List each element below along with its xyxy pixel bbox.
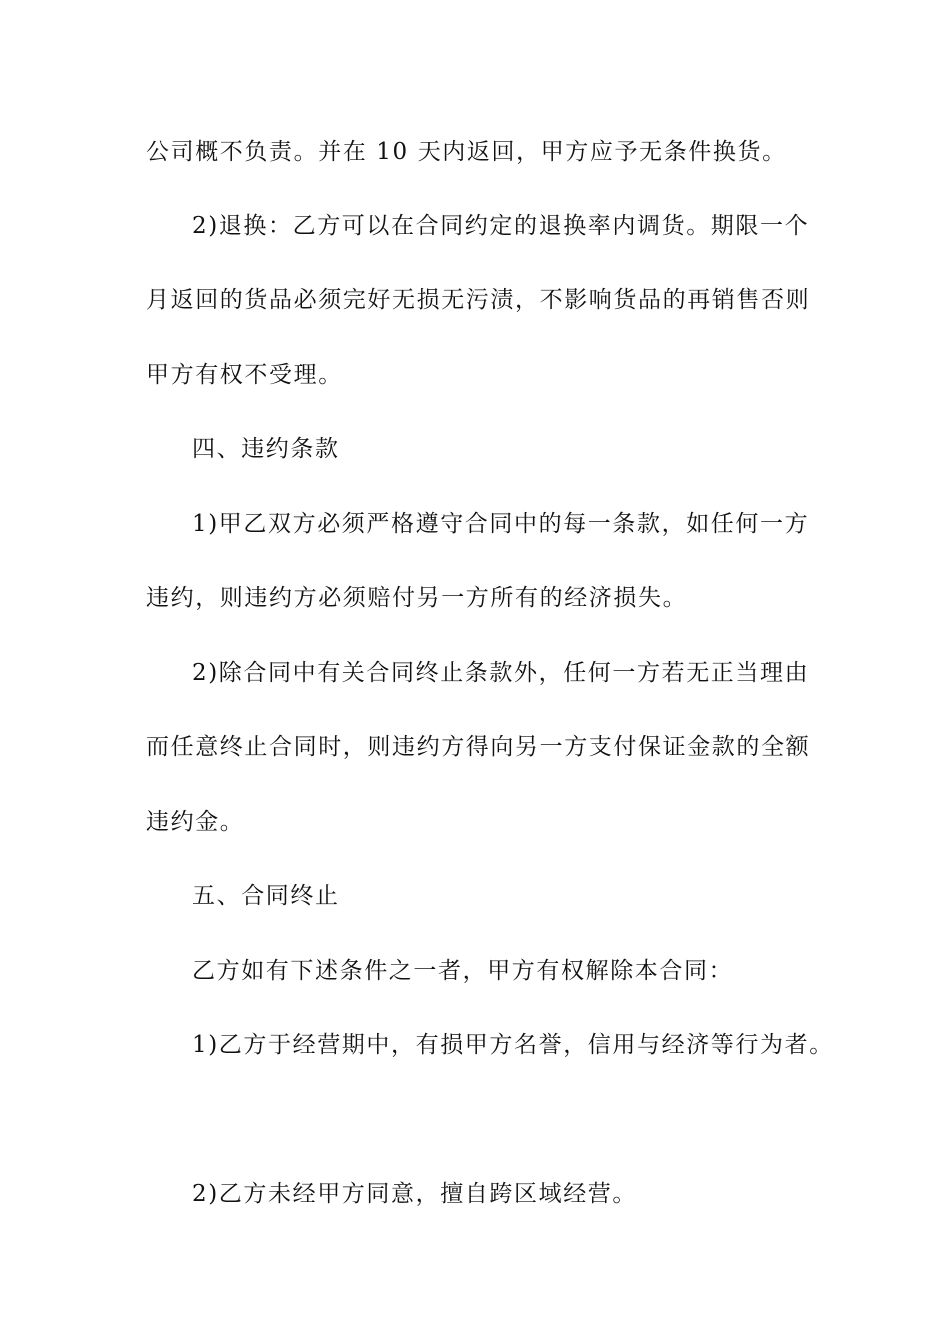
breach-clause-2-line-1: 2)除合同中有关合同终止条款外，任何一方若无正当理由 bbox=[192, 660, 810, 686]
section-heading-termination: 五、合同终止 bbox=[192, 883, 340, 909]
clause-return-line-3: 甲方有权不受理。 bbox=[146, 362, 343, 388]
termination-intro: 乙方如有下述条件之一者，甲方有权解除本合同： bbox=[192, 958, 734, 984]
breach-clause-2-line-3: 违约金。 bbox=[146, 809, 245, 835]
clause-return-line-1: 2)退换：乙方可以在合同约定的退换率内调货。期限一个 bbox=[192, 213, 810, 239]
termination-clause-1: 1)乙方于经营期中，有损甲方名誉，信用与经济等行为者。 bbox=[192, 1032, 834, 1058]
paragraph-line-1: 公司概不负责。并在 10 天内返回，甲方应予无条件换货。 bbox=[146, 139, 787, 165]
termination-clause-2: 2)乙方未经甲方同意，擅自跨区域经营。 bbox=[192, 1181, 638, 1207]
clause-return-line-2: 月返回的货品必须完好无损无污渍，不影响货品的再销售否则 bbox=[146, 287, 811, 313]
breach-clause-2-line-2: 而任意终止合同时，则违约方得向另一方支付保证金款的全额 bbox=[146, 734, 811, 760]
section-heading-breach: 四、违约条款 bbox=[192, 436, 340, 462]
breach-clause-1-line-2: 违约，则违约方必须赔付另一方所有的经济损失。 bbox=[146, 585, 688, 611]
breach-clause-1-line-1: 1)甲乙双方必须严格遵守合同中的每一条款，如任何一方 bbox=[192, 511, 810, 537]
